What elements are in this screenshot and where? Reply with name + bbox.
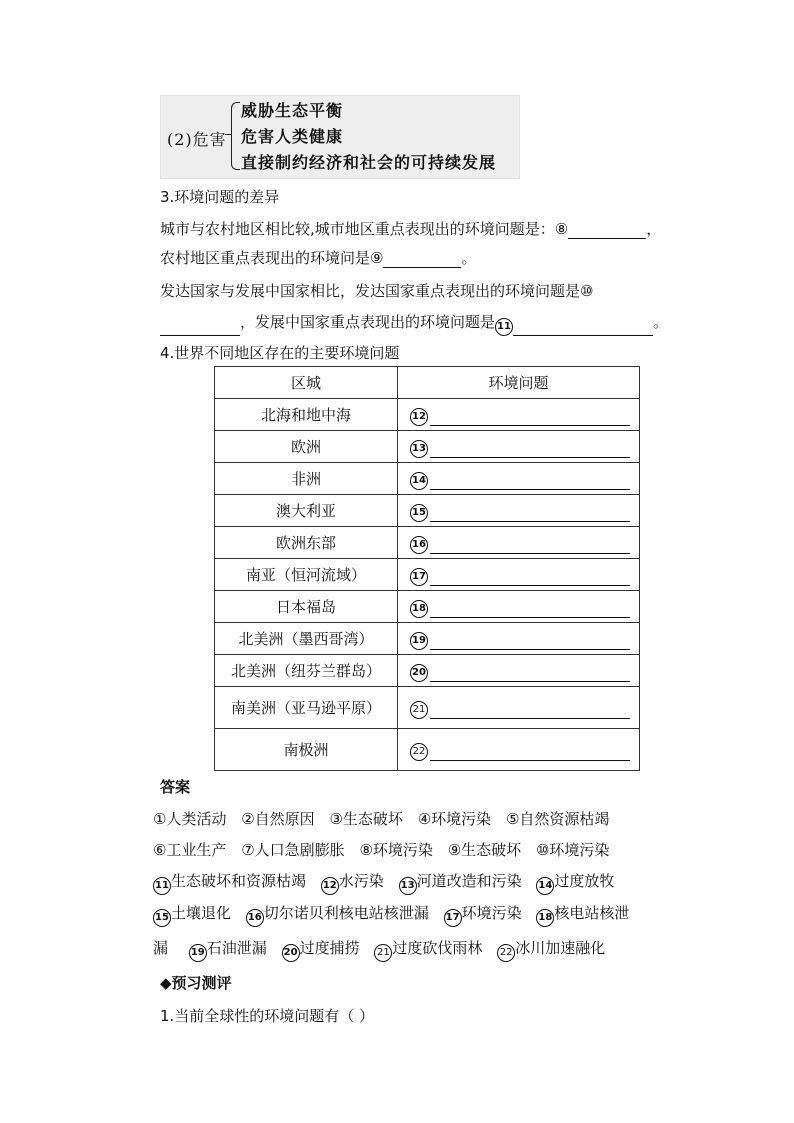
answer-blank[interactable] <box>430 635 630 650</box>
problem-cell[interactable] <box>398 623 640 655</box>
num-badge: 17 <box>444 909 462 927</box>
num-badge: 12 <box>321 877 339 895</box>
answer-text: 石油泄漏 <box>206 939 267 957</box>
harm-figure <box>160 95 520 179</box>
answer-item <box>189 939 267 957</box>
num-10: ⑩ <box>580 282 594 300</box>
problem-cell[interactable] <box>398 463 640 495</box>
region-cell: 北美洲（纽芬兰群岛） <box>215 655 398 687</box>
answers-line-1 <box>153 808 619 829</box>
answer-item <box>321 872 384 890</box>
region-cell: 日本福岛 <box>215 591 398 623</box>
num-badge: 19 <box>189 944 207 962</box>
problem-cell[interactable] <box>398 431 640 463</box>
answer-item <box>153 872 306 890</box>
num-badge: 21 <box>410 701 428 719</box>
table-row <box>215 463 640 495</box>
answer-item: ⑥工业生产 <box>153 841 227 859</box>
region-problem-table <box>214 366 640 771</box>
answer-blank[interactable] <box>430 571 630 586</box>
question-1: 1.当前全球性的环境问题有（ ） <box>160 1007 375 1025</box>
answer-blank[interactable] <box>430 746 630 761</box>
answer-item <box>374 939 482 957</box>
num-8: ⑧ <box>554 220 569 238</box>
answer-text: 水污染 <box>338 872 384 890</box>
num-9: ⑨ <box>370 249 384 267</box>
num-badge: 20 <box>282 944 300 962</box>
problem-cell[interactable] <box>398 687 640 729</box>
answers-line-5 <box>153 937 615 962</box>
region-cell: 南亚（恒河流域） <box>215 559 398 591</box>
num-badge: 22 <box>410 743 428 761</box>
answer-item <box>282 939 360 957</box>
answer-text: 环境污染 <box>461 904 522 922</box>
section3-line2: 农村地区重点表现出的环境问是⑨ 。 <box>160 249 477 267</box>
harm-items <box>241 98 496 176</box>
answer-item <box>153 904 231 922</box>
answer-text: 冰川加速融化 <box>515 939 606 957</box>
num-badge: 16 <box>246 909 264 927</box>
problem-cell[interactable] <box>398 399 640 431</box>
brace <box>231 102 240 170</box>
region-cell: 南极洲 <box>215 729 398 771</box>
harm-label: (2)危害 <box>167 130 227 149</box>
answer-item: ⑤自然资源枯竭 <box>505 810 610 828</box>
answer-continuation: 漏 <box>153 939 169 957</box>
table-row <box>215 495 640 527</box>
num-badge: 13 <box>410 440 428 458</box>
answer-item <box>246 904 429 922</box>
answer-text: 切尔诺贝利核电站核泄漏 <box>263 904 429 922</box>
answer-item: ⑩环境污染 <box>535 841 610 859</box>
answer-text: 土壤退化 <box>171 904 232 922</box>
blank-11[interactable] <box>513 335 653 336</box>
region-cell: 北海和地中海 <box>215 399 398 431</box>
answer-blank[interactable] <box>430 443 630 458</box>
num-badge: 14 <box>410 472 428 490</box>
text: 城市与农村地区相比较,城市地区重点表现出的环境问题是 <box>160 220 540 238</box>
num-11: 11 <box>495 318 513 336</box>
table-row <box>215 527 640 559</box>
problem-cell[interactable] <box>398 729 640 771</box>
answer-item: ⑨生态破坏 <box>447 841 522 859</box>
answer-text: 核电站核泄 <box>554 904 630 922</box>
blank-8[interactable] <box>568 238 646 239</box>
num-badge: 12 <box>410 408 428 426</box>
answer-blank[interactable] <box>430 603 630 618</box>
region-cell: 欧洲东部 <box>215 527 398 559</box>
harm-item: 威胁生态平衡 <box>241 101 344 120</box>
text: 农村地区重点表现出的环境问是 <box>160 249 371 267</box>
region-cell: 欧洲 <box>215 431 398 463</box>
region-cell: 北美洲（墨西哥湾） <box>215 623 398 655</box>
answers-line-3 <box>153 870 624 895</box>
answer-text: 过度砍伐雨林 <box>392 939 483 957</box>
answer-text: 过度放牧 <box>554 872 615 890</box>
problem-cell[interactable] <box>398 559 640 591</box>
region-cell: 澳大利亚 <box>215 495 398 527</box>
harm-item: 危害人类健康 <box>241 127 344 146</box>
problem-cell[interactable] <box>398 495 640 527</box>
answer-blank[interactable] <box>430 704 630 719</box>
answer-item: ②自然原因 <box>241 810 315 828</box>
answer-item: ④环境污染 <box>417 810 492 828</box>
answer-blank[interactable] <box>430 507 630 522</box>
answer-item <box>399 872 522 890</box>
table-row <box>215 623 640 655</box>
answer-blank[interactable] <box>430 539 630 554</box>
blank-9[interactable] <box>383 267 461 268</box>
num-badge: 21 <box>374 944 392 962</box>
answer-item: ⑧环境污染 <box>359 841 433 859</box>
problem-cell[interactable] <box>398 655 640 687</box>
table-header-row <box>215 367 640 399</box>
num-badge: 22 <box>497 944 515 962</box>
table-row <box>215 687 640 729</box>
preview-title: ◆预习测评 <box>160 974 232 992</box>
num-badge: 14 <box>536 877 554 895</box>
answer-item <box>444 904 522 922</box>
num-badge: 19 <box>410 632 428 650</box>
blank-10[interactable] <box>160 335 240 336</box>
header-region: 区城 <box>215 367 398 399</box>
num-badge: 16 <box>410 536 428 554</box>
table-row <box>215 729 640 771</box>
answer-text: 生态破坏和资源枯竭 <box>171 872 307 890</box>
problem-cell[interactable] <box>398 591 640 623</box>
section3-line4: ，发展中国家重点表现出的环境问题是 11 。 <box>160 311 668 336</box>
text: 发达国家与发展中国家相比，发达国家重点表现出的环境问题是 <box>160 282 581 300</box>
answer-item: ①人类活动 <box>153 810 227 828</box>
header-problem: 环境问题 <box>398 367 640 399</box>
num-badge: 15 <box>153 909 171 927</box>
num-badge: 11 <box>153 877 171 895</box>
answer-item <box>536 904 629 922</box>
num-badge: 18 <box>536 909 554 927</box>
answer-item: ⑦人口急剧膨胀 <box>241 841 345 859</box>
section3-heading: 3.环境问题的差异 <box>160 188 280 206</box>
num-badge: 18 <box>410 600 428 618</box>
num-badge: 15 <box>410 504 428 522</box>
answer-text: 过度捕捞 <box>299 939 360 957</box>
answers-line-2 <box>153 839 619 860</box>
answer-blank[interactable] <box>430 667 630 682</box>
answers-line-4 <box>153 902 639 927</box>
table-row <box>215 399 640 431</box>
answer-text: 河道改造和污染 <box>416 872 522 890</box>
num-badge: 13 <box>399 877 417 895</box>
section3-line1: 城市与农村地区相比较,城市地区重点表现出的环境问题是：⑧ ， <box>160 220 662 238</box>
num-badge: 17 <box>410 568 428 586</box>
answers-title: 答案 <box>160 778 191 796</box>
problem-cell[interactable] <box>398 527 640 559</box>
num-badge: 20 <box>410 664 428 682</box>
section4-heading: 4.世界不同地区存在的主要环境问题 <box>160 344 400 362</box>
region-cell: 非洲 <box>215 463 398 495</box>
answer-blank[interactable] <box>430 475 630 490</box>
answer-item: ③生态破坏 <box>329 810 403 828</box>
table-row <box>215 591 640 623</box>
table-row <box>215 559 640 591</box>
section3-line3 <box>160 280 593 301</box>
harm-item: 直接制约经济和社会的可持续发展 <box>241 153 497 172</box>
region-cell: 南美洲（亚马逊平原） <box>215 687 398 729</box>
text: ，发展中国家重点表现出的环境问题是 <box>240 313 496 331</box>
answer-item <box>497 939 605 957</box>
answer-item <box>536 872 614 890</box>
table-row <box>215 431 640 463</box>
answer-blank[interactable] <box>430 411 630 426</box>
table-row <box>215 655 640 687</box>
